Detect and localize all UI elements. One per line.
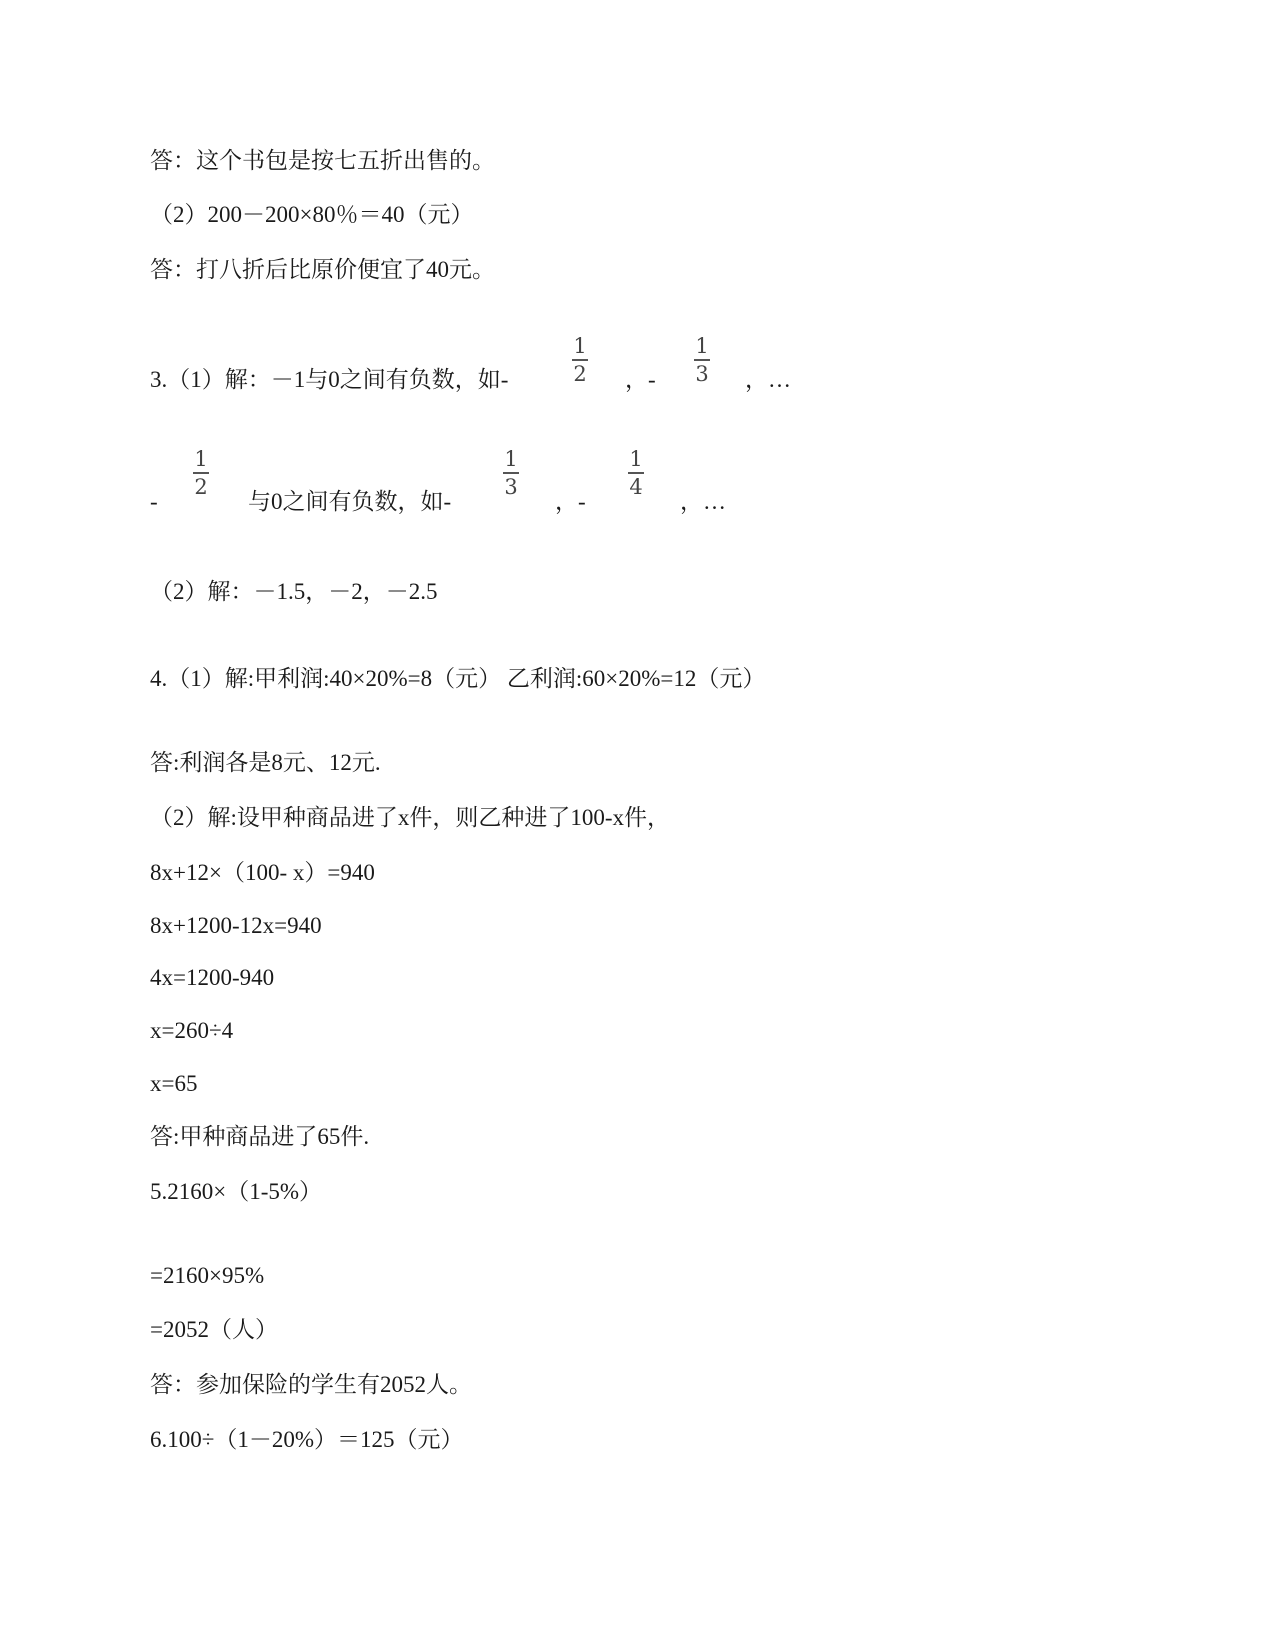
equation-line-1: 8x+12×（100- x）=940 xyxy=(150,860,375,885)
answer-line-1: 答：这个书包是按七五折出售的。 xyxy=(150,148,495,173)
equation-line-4: x=260÷4 xyxy=(150,1018,234,1043)
q5-line-2: =2160×95% xyxy=(150,1263,265,1288)
q3-part2-line: （2）解：－1.5，－2，－2.5 xyxy=(150,579,438,604)
q5-line-1: 5.2160×（1-5%） xyxy=(150,1179,323,1204)
equation-line-5: x=65 xyxy=(150,1071,198,1096)
equation-line-3: 4x=1200-940 xyxy=(150,965,275,990)
q4-part2-answer: 答:甲种商品进了65件. xyxy=(150,1124,370,1149)
fraction-third-2: 1 3 xyxy=(504,447,518,499)
calc-line-2: （2）200－200×80％＝40（元） xyxy=(150,202,474,227)
q3-part1-ellipsis-2: ，… xyxy=(680,489,726,514)
fraction-half: 1 2 xyxy=(573,334,587,386)
q4-answer-line: 答:利润各是8元、12元. xyxy=(150,750,381,775)
fraction-third: 1 3 xyxy=(695,334,709,386)
q3-part1-ellipsis: ，… xyxy=(745,367,791,392)
answer-line-3: 答：打八折后比原价便宜了40元。 xyxy=(150,257,495,282)
q5-answer: 答：参加保险的学生有2052人。 xyxy=(150,1372,472,1397)
q3-part1-text: 3.（1）解：－1与0之间有负数，如- xyxy=(150,367,509,392)
fraction-half-2: 1 2 xyxy=(194,447,208,499)
q3-part1-text-2: 与0之间有负数，如- xyxy=(248,489,452,514)
q6-line-1: 6.100÷（1－20%）＝125（元） xyxy=(150,1427,464,1452)
q5-line-3: =2052（人） xyxy=(150,1317,278,1342)
q3-part1-sep1: ，- xyxy=(625,367,656,392)
fraction-quarter: 1 4 xyxy=(629,447,643,499)
q4-part1-line: 4.（1）解:甲利润:40×20%=8（元） 乙利润:60×20%=12（元） xyxy=(150,666,766,691)
equation-line-2: 8x+1200-12x=940 xyxy=(150,913,322,938)
q3-minus-sign: - xyxy=(150,489,158,514)
q3-part1-sep2: ，- xyxy=(555,489,586,514)
q4-part2-line: （2）解:设甲种商品进了x件，则乙种进了100-x件， xyxy=(150,805,671,830)
